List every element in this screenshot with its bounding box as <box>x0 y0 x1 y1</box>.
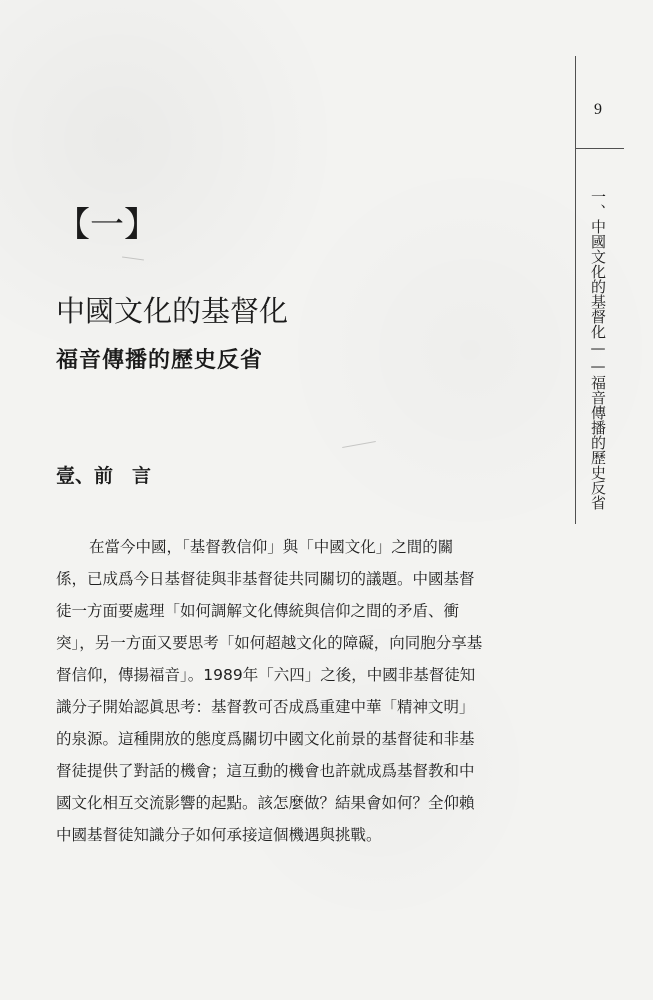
running-head <box>586 180 610 518</box>
paragraph-line: 國文化相互交流影響的起點。該怎麼做？結果會如何？全仰賴 <box>56 794 475 812</box>
running-head-text: 一、中國文化的基督化——福音傳播的歷史反省 <box>589 188 607 510</box>
chapter-title: 中國文化的基督化 <box>56 294 289 329</box>
paragraph-line: 督徒提供了對話的機會；這互動的機會也許就成爲基督教和中 <box>56 762 475 780</box>
paragraph-line: 中國基督徒知識分子如何承接這個機遇與挑戰。 <box>56 826 382 844</box>
paragraph-line: 徒一方面要處理「如何調解文化傳統與信仰之間的矛盾、衝 <box>56 602 460 620</box>
right-margin-rule <box>575 56 576 524</box>
page-number: 9 <box>594 101 602 118</box>
paragraph-line: 在當今中國，「基督教信仰」與「中國文化」之間的關 <box>89 538 454 556</box>
paragraph-line: 突」，另一方面又要思考「如何超越文化的障礙，向同胞分享基 <box>56 634 483 652</box>
scan-mark <box>122 256 144 260</box>
scan-mark <box>342 441 376 448</box>
introduction-paragraph <box>56 531 520 851</box>
section-heading: 壹、前 言 <box>56 465 152 487</box>
paragraph-line: 督信仰，傳揚福音」。1989年「六四」之後，中國非基督徒知 <box>56 666 476 684</box>
chapter-number: 【一】 <box>56 205 158 245</box>
paragraph-line: 的泉源。這種開放的態度爲關切中國文化前景的基督徒和非基 <box>56 730 475 748</box>
page-number-rule <box>575 148 624 149</box>
chapter-subtitle: 福音傳播的歷史反省 <box>56 347 264 374</box>
paragraph-line: 係，已成爲今日基督徒與非基督徒共同關切的議題。中國基督 <box>56 570 475 588</box>
paragraph-line: 識分子開始認眞思考：基督教可否成爲重建中華「精神文明」 <box>56 698 475 716</box>
